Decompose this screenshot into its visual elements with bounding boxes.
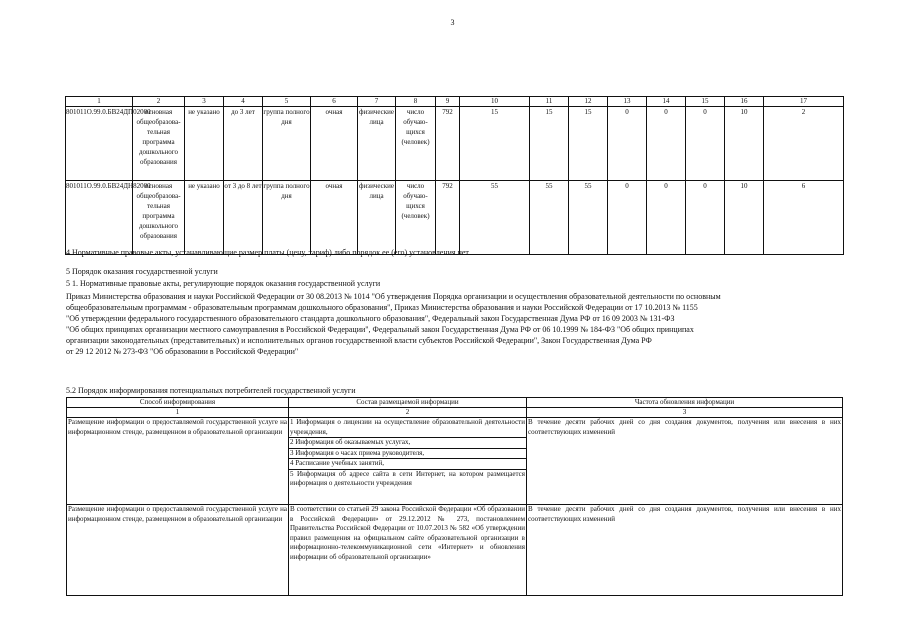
table-cell: 792 xyxy=(436,107,460,181)
table-cell: 0 xyxy=(647,107,686,181)
table-cell: 2 xyxy=(764,107,844,181)
program-cell: основная общеобразова-тельная программа дошкольного образования xyxy=(133,107,185,181)
informing-content-cell: В соответствии со статьей 29 закона Российской Федерации «Об образовании в Российской Федерации» от 29.12.2012 № 273, постановлением Правительства Российской Федерации от 10.07.2013 № 582 «Об утверждении правил размещения на официальном сайте образовательной организации в информационно-телекоммуникационной сети «Интернет» и обновления информации об образовательной организации» xyxy=(289,505,527,596)
table-cell: от 3 до 8 лет xyxy=(224,181,263,255)
informing-number-row xyxy=(67,408,843,418)
legal-acts-line: общеобразовательным программам - образовательным программам дошкольного образования", Приказ Министерства образования и науки Российской Федерации от 17 10.2013 № 1155 xyxy=(66,303,698,312)
table-cell: 15 xyxy=(460,107,530,181)
column-header: Частота обновления информации xyxy=(527,398,843,408)
column-number: 14 xyxy=(647,97,686,107)
column-number: 2 xyxy=(289,408,527,418)
column-number: 9 xyxy=(436,97,460,107)
column-number: 3 xyxy=(527,408,843,418)
column-number: 8 xyxy=(396,97,436,107)
column-number: 11 xyxy=(530,97,569,107)
informing-table xyxy=(66,397,843,596)
column-number: 12 xyxy=(569,97,608,107)
indicators-table xyxy=(65,96,844,255)
column-number: 1 xyxy=(66,97,133,107)
column-number: 2 xyxy=(133,97,185,107)
column-number: 17 xyxy=(764,97,844,107)
table-cell: физические лица xyxy=(358,181,396,255)
section-5-title: 5 Порядок оказания государственной услуги xyxy=(66,267,218,276)
legal-acts-line: "Об утверждении федерального государственного образовательного стандарта дошкольного образования", Федеральный закон Государственная Дума РФ от 16 09 2003 № 131-ФЗ xyxy=(66,314,675,323)
table-cell: 0 xyxy=(647,181,686,255)
legal-acts-line: организации законодательных (представительных) и исполнительных органов государственной власти субъектов Российской Федерации", Закон Государственная Дума РФ xyxy=(66,336,652,345)
program-cell: основная общеобразова-тельная программа дошкольного образования xyxy=(133,181,185,255)
table-cell: группа полного дня xyxy=(263,107,311,181)
list-item: 4 Расписание учебных занятий, xyxy=(289,459,526,470)
column-number: 13 xyxy=(608,97,647,107)
informing-content-cell xyxy=(289,418,527,505)
table-cell: 55 xyxy=(460,181,530,255)
table-cell: 0 xyxy=(686,181,725,255)
legal-acts-line: "Об общих принципах организации местного самоуправления в Российской Федерации", Федеральный закон Государственная Дума РФ от 06 10.1999 № 184-ФЗ "Об общих принципах xyxy=(66,325,694,334)
list-item: 1 Информация о лицензии на осуществление образовательной деятельности учреждения, xyxy=(289,418,526,438)
column-number: 7 xyxy=(358,97,396,107)
table-cell: физические лица xyxy=(358,107,396,181)
table-cell: не указано xyxy=(185,107,224,181)
legal-acts-line: Приказ Министерства образования и науки Российской Федерации от 30 08.2013 № 1014 "Об утверждения Порядка организации и осуществления образовательной деятельности по основным xyxy=(66,292,721,301)
informing-method-cell: Размещение информации о предоставляемой государственной услуге на информационном стенде, размещенном в образовательной организации xyxy=(67,505,289,596)
column-number: 4 xyxy=(224,97,263,107)
table-cell: 792 xyxy=(436,181,460,255)
registry-code-cell: 801011О.99.0.БВ24ДН82000 xyxy=(66,181,133,255)
table-cell: 10 xyxy=(725,107,764,181)
table-cell: очная xyxy=(311,181,358,255)
informing-frequency-cell: В течение десяти рабочих дней со дня создания документов, получения или внесения в них соответствующих изменений xyxy=(527,505,843,596)
table-row xyxy=(67,418,843,505)
table-cell: 10 xyxy=(725,181,764,255)
table-cell: число обучаю-щихся (человек) xyxy=(396,107,436,181)
list-item: 2 Информация об оказываемых услугах, xyxy=(289,438,526,449)
list-item: 5 Информация об адресе сайта в сети Интернет, на котором размещается информация о деятельности учреждения xyxy=(290,469,525,487)
table-cell: до 3 лет xyxy=(224,107,263,181)
table-cell: 0 xyxy=(608,181,647,255)
table-cell: очная xyxy=(311,107,358,181)
column-number: 6 xyxy=(311,97,358,107)
table-cell: число обучаю-щихся (человек) xyxy=(396,181,436,255)
column-number: 16 xyxy=(725,97,764,107)
column-number: 10 xyxy=(460,97,530,107)
informing-header-row xyxy=(67,398,843,408)
table-cell: 0 xyxy=(686,107,725,181)
section-4-text: 4 Нормативные правовые акты, устанавливающие размер платы (цену, тариф) либо порядок ее (его) установления нет xyxy=(66,248,469,257)
informing-method-cell: Размещение информации о предоставляемой государственной услуге на информационном стенде, размещенном в образовательной организации xyxy=(67,418,289,505)
legal-acts-line: от 29 12 2012 № 273-ФЗ "Об образовании в Российской Федерации" xyxy=(66,347,299,356)
table-cell: 0 xyxy=(608,107,647,181)
column-number: 1 xyxy=(67,408,289,418)
registry-code-cell: 801011О.99.0.БВ24ДП02000 xyxy=(66,107,133,181)
table-cell: 15 xyxy=(530,107,569,181)
section-5-1-title: 5 1. Нормативные правовые акты, регулирующие порядок оказания государственной услуги xyxy=(66,279,381,288)
column-number: 5 xyxy=(263,97,311,107)
table-row xyxy=(67,505,843,596)
column-number: 15 xyxy=(686,97,725,107)
column-header: Способ информирования xyxy=(67,398,289,408)
table-cell: не указано xyxy=(185,181,224,255)
table-cell: 55 xyxy=(530,181,569,255)
table-cell: 15 xyxy=(569,107,608,181)
table-cell: 6 xyxy=(764,181,844,255)
table-cell: 55 xyxy=(569,181,608,255)
table-cell: группа полного дня xyxy=(263,181,311,255)
table-row xyxy=(66,107,844,181)
page-number: 3 xyxy=(450,18,455,27)
list-item: 3 Информация о часах приема руководителя, xyxy=(289,449,526,460)
indicators-header-row xyxy=(66,97,844,107)
informing-frequency-cell: В течение десяти рабочих дней со дня создания документов, получения или внесения в них соответствующих изменений xyxy=(527,418,843,505)
table-row xyxy=(66,181,844,255)
column-number: 3 xyxy=(185,97,224,107)
section-5-2-title: 5.2 Порядок информирования потенциальных потребителей государственной услуги xyxy=(66,386,356,395)
column-header: Состав размещаемой информации xyxy=(289,398,527,408)
